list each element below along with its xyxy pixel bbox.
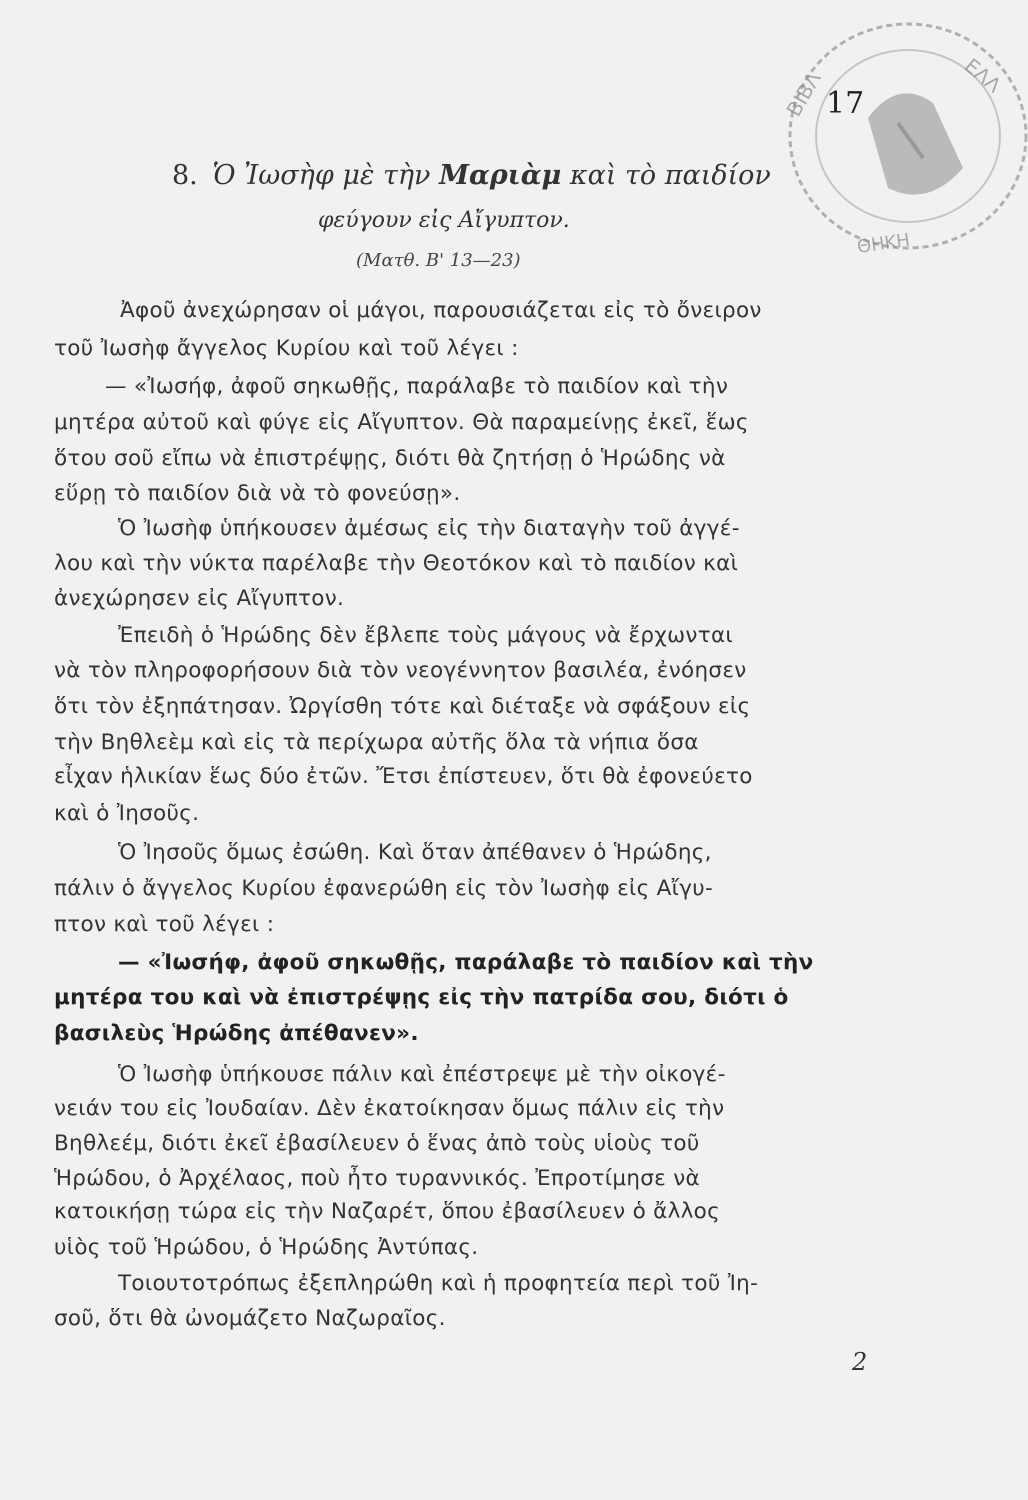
text-line: ὅτου σοῦ εἴπω νὰ ἐπιστρέψῃς, διότι θὰ ζητήσῃ ὁ Ἡρώδης νὰ — [54, 446, 726, 471]
text-line: μητέρα του καὶ νὰ ἐπιστρέψῃς εἰς τὴν πατρίδα σου, διότι ὁ — [54, 985, 789, 1010]
text-line: εὕρῃ τὸ παιδίον διὰ νὰ τὸ φονεύσῃ». — [54, 481, 461, 506]
text-line: μητέρα αὐτοῦ καὶ φύγε εἰς Αἴγυπτον. Θὰ παραμείνῃς ἐκεῖ, ἕως — [54, 410, 749, 435]
page-number: 17 — [826, 86, 865, 121]
svg-text:ΒΙΒΛ: ΒΙΒΛ — [781, 67, 826, 121]
text-line: Ὁ Ἰωσὴφ ὑπήκουσε πάλιν καὶ ἐπέστρεψε μὲ τὴν οἰκογέ- — [118, 1062, 726, 1087]
text-line: λου καὶ τὴν νύκτα παρέλαβε τὴν Θεοτόκον καὶ τὸ παιδίον καὶ — [54, 551, 739, 576]
text-line: εἶχαν ἡλικίαν ἕως δύο ἐτῶν. Ἔτσι ἐπίστευεν, ὅτι θὰ ἐφονεύετο — [54, 764, 753, 789]
title-part-b: Μαριὰμ — [439, 160, 562, 191]
scripture-reference: (Ματθ. Β' 13—23) — [356, 250, 521, 271]
text-line: — «Ἰωσήφ, ἀφοῦ σηκωθῇς, παράλαβε τὸ παιδίον καὶ τὴν — [118, 950, 814, 975]
text-line: ἀνεχώρησεν εἰς Αἴγυπτον. — [54, 586, 345, 611]
text-line: Τοιουτοτρόπως ἐξεπληρώθη καὶ ἡ προφητεία περὶ τοῦ Ἰη- — [118, 1271, 759, 1296]
footer-signature: 2 — [852, 1348, 868, 1376]
text-line: — «Ἰωσήφ, ἀφοῦ σηκωθῇς, παράλαβε τὸ παιδίον καὶ τὴν — [105, 374, 729, 399]
text-line: υἱὸς τοῦ Ἡρώδου, ὁ Ἡρώδης Ἀντύπας. — [54, 1235, 479, 1260]
text-line: πάλιν ὁ ἄγγελος Κυρίου ἐφανερώθη εἰς τὸν Ἰωσὴφ εἰς Αἴγυ- — [54, 876, 714, 901]
title-part-c: καὶ τὸ παιδίον — [569, 160, 771, 191]
text-line: τὴν Βηθλεὲμ καὶ εἰς τὰ περίχωρα αὐτῆς ὅλα τὰ νήπια ὅσα — [54, 730, 699, 755]
text-line: Ὁ Ἰωσὴφ ὑπήκουσεν ἀμέσως εἰς τὴν διαταγὴν τοῦ ἀγγέ- — [118, 516, 740, 541]
title-part-a: Ὁ Ἰωσὴφ μὲ τὴν — [212, 160, 431, 191]
text-line: σοῦ, ὅτι θὰ ὠνομάζετο Ναζωραῖος. — [54, 1306, 446, 1331]
text-line: κατοικήσῃ τώρα εἰς τὴν Ναζαρέτ, ὅπου ἐβασίλευεν ὁ ἄλλος — [54, 1199, 721, 1224]
text-line: βασιλεὺς Ἡρώδης ἀπέθανεν». — [54, 1021, 419, 1046]
section-title — [172, 160, 771, 191]
section-number: 8. — [172, 160, 198, 191]
text-line: τοῦ Ἰωσὴφ ἄγγελος Κυρίου καὶ τοῦ λέγει : — [54, 336, 519, 361]
text-line: Ἐπειδὴ ὁ Ἡρώδης δὲν ἔβλεπε τοὺς μάγους νὰ ἔρχωνται — [118, 623, 734, 648]
text-line: πτον καὶ τοῦ λέγει : — [54, 912, 275, 937]
svg-text:ΘΗΚΗ: ΘΗΚΗ — [855, 229, 912, 258]
library-stamp-icon — [748, 8, 1028, 270]
text-line: Ὁ Ἰησοῦς ὅμως ἐσώθη. Καὶ ὅταν ἀπέθανεν ὁ Ἡρώδης, — [118, 840, 712, 865]
text-line: ὅτι τὸν ἐξηπάτησαν. Ὠργίσθη τότε καὶ διέταξε νὰ σφάξουν εἰς — [54, 694, 751, 719]
text-line: Ἡρώδου, ὁ Ἀρχέλαος, ποὺ ἦτο τυραννικός. Ἐπροτίμησε νὰ — [54, 1166, 701, 1191]
text-line: νὰ τὸν πληροφορήσουν διὰ τὸν νεογέννητον βασιλέα, ἐνόησεν — [54, 658, 747, 683]
svg-text:ΕΛΛ: ΕΛΛ — [959, 53, 1006, 98]
text-line: καὶ ὁ Ἰησοῦς. — [54, 801, 200, 826]
text-line: νειάν του εἰς Ἰουδαίαν. Δὲν ἐκατοίκησαν ὅμως πάλιν εἰς τὴν — [54, 1096, 725, 1121]
text-line: Ἀφοῦ ἀνεχώρησαν οἱ μάγοι, παρουσιάζεται εἰς τὸ ὄνειρον — [120, 298, 762, 323]
section-title-line2: φεύγουν εἰς Αἴγυπτον. — [318, 208, 570, 233]
text-line: Βηθλεέμ, διότι ἐκεῖ ἐβασίλευεν ὁ ἕνας ἀπὸ τοὺς υἱοὺς τοῦ — [54, 1131, 700, 1156]
